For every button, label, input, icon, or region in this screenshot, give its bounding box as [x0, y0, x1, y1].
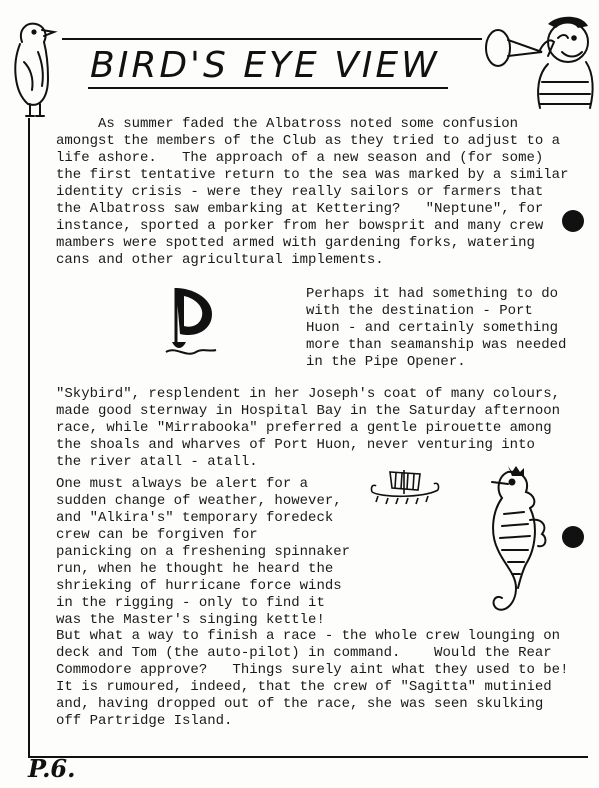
- albatross-bird-icon: [4, 12, 64, 124]
- page-number: P.6.: [28, 754, 76, 783]
- left-border-rule: [28, 118, 30, 758]
- trumpeter-man-icon: [478, 12, 596, 112]
- page-title: BIRD'S EYE VIEW: [90, 45, 440, 86]
- title-underline: [88, 87, 448, 89]
- binder-punch-hole: [562, 526, 584, 548]
- article-paragraph-5: But what a way to finish a race - the whole crew lounging on deck and Tom (the auto-pilot) in command. Would the Rear Commodore approve? Things surely aint what they used to be! It is rumoured, indeed, that the crew of "Sagitta" mutinied and, having dropped out of the race, she was seen skulking off Partridge Island.: [56, 628, 569, 729]
- seahorse-icon: [468, 464, 560, 628]
- header-rule: [62, 38, 482, 40]
- article-paragraph-2: Perhaps it had something to do with the destination - Port Huon - and certainly something more than seamanship was needed in the Pipe Opener.: [306, 286, 567, 370]
- viking-longship-icon: [368, 468, 442, 508]
- article-paragraph-1: As summer faded the Albatross noted some confusion amongst the members of the Club as they tried to adjust to a life ashore. The approach of a new season and (for some) the first tentative return to the sea was marked by a similar identity crisis - were they really sailors or farmers that the Albatross saw embarking at Kettering? "Neptune", for instance, sported a porker from her bowsprit and many crew mambers were spotted armed with gardening forks, watering cans and other agricultural implements.: [56, 116, 569, 268]
- article-paragraph-4: One must always be alert for a sudden change of weather, however, and "Alkira's" temporary foredeck crew can be forgiven for panicking on a freshening spinnaker run, when he thought he heard the shrieking of hurricane force winds in the rigging - only to find it was the Master's singing kettle!: [56, 476, 351, 628]
- article-paragraph-3: "Skybird", resplendent in her Joseph's coat of many colours, made good sternway in Hospital Bay in the Saturday afternoon race, while "Mirrabooka" preferred a gentle pirouette among the shoals and wharves of Port Huon, never venturing into the river atall - atall.: [56, 386, 561, 470]
- club-sail-emblem-icon: [162, 282, 222, 360]
- bottom-border-rule: [28, 756, 588, 758]
